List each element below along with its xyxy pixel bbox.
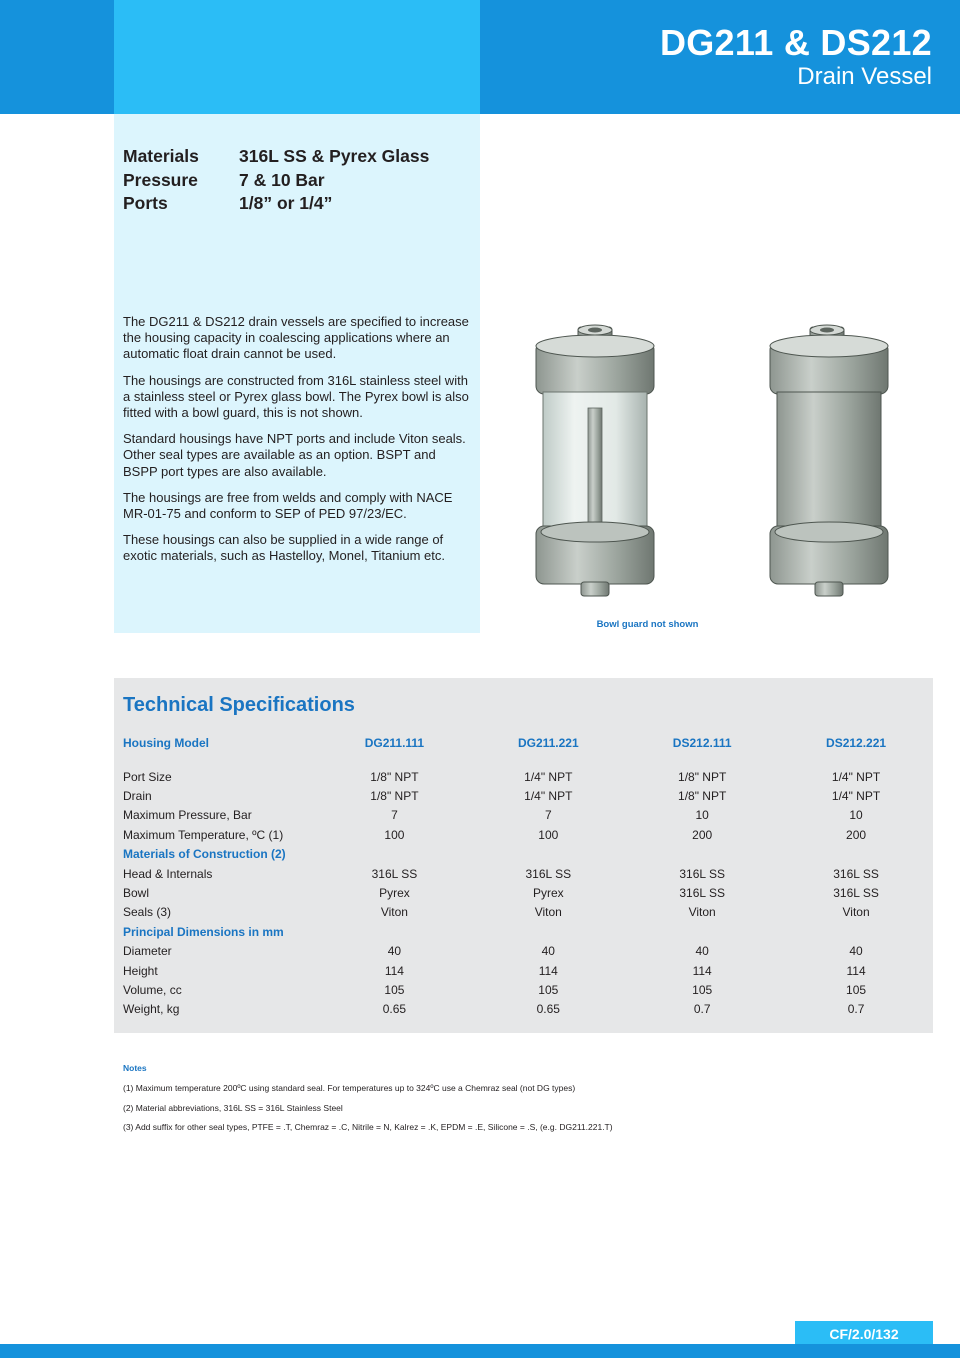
notes-title: Notes (123, 1063, 147, 1073)
table-cell: 1/8" NPT (370, 789, 419, 804)
row-label: Drain (123, 789, 152, 804)
table-section-heading (114, 922, 933, 941)
page-subtitle: Drain Vessel (797, 63, 932, 90)
table-cell: 1/4" NPT (831, 769, 881, 784)
summary-pressure (123, 170, 463, 194)
table-cell: 7 (544, 808, 552, 823)
table-cell: Viton (842, 905, 870, 920)
summary-value: 316L SS & Pyrex Glass (239, 146, 430, 166)
table-row (114, 961, 933, 980)
table-cell: 100 (384, 827, 405, 842)
document-code: CF/2.0/132 (795, 1321, 933, 1349)
glass-vessel-drawing (536, 325, 654, 596)
table-cell: 100 (538, 827, 559, 842)
table-cell: 40 (387, 944, 402, 959)
note-item: (2) Material abbreviations, 316L SS = 316L Stainless Steel (123, 1102, 343, 1113)
table-cell: 0.7 (847, 1002, 865, 1017)
table-header-row (114, 734, 933, 752)
table-cell: 7 (391, 808, 398, 823)
table-cell: Pyrex (532, 886, 564, 901)
table-cell: 10 (695, 808, 709, 823)
table-cell: 0.65 (382, 1002, 407, 1017)
table-cell: 105 (538, 982, 559, 997)
table-cell: 114 (846, 963, 866, 978)
table-cell: 316L SS (525, 866, 572, 881)
table-row (114, 942, 933, 961)
table-row (114, 1000, 933, 1019)
table-row (114, 980, 933, 999)
summary-ports (123, 193, 463, 217)
table-cell: 40 (541, 944, 555, 959)
table-cell: 0.65 (536, 1002, 560, 1017)
row-label: Maximum Temperature, ºC (1) (123, 827, 284, 842)
table-cell: 105 (692, 982, 713, 997)
note-item: (3) Add suffix for other seal types, PTFE = .T, Chemraz = .C, Nitrile = N, Kalrez = .K, EPDM = .E, Silicone = .S, (e.g. DG211.221.T) (123, 1122, 613, 1132)
table-cell: 105 (384, 982, 405, 997)
image-caption: Bowl guard not shown (596, 619, 699, 630)
table-cell: 200 (692, 827, 713, 842)
table-section-heading (114, 845, 933, 864)
table-cell: 316L SS (833, 866, 879, 881)
row-label: Diameter (123, 944, 172, 959)
table-cell: Viton (688, 905, 716, 920)
table-cell: Viton (534, 905, 562, 920)
table-cell: 40 (849, 944, 863, 959)
description-paragraph: The housings are free from welds and comply with NACE MR-01-75 and conform to SEP of PED 97/23/EC. (123, 489, 453, 522)
description-paragraph: These housings can also be supplied in a wide range of exotic materials, such as Hastelloy, Monel, Titanium etc. (123, 532, 445, 564)
table-row (114, 786, 933, 805)
row-label: Port Size (123, 769, 172, 784)
row-label: Head & Internals (123, 866, 213, 881)
table-header-cell: Housing Model (123, 736, 209, 750)
table-cell: 0.7 (693, 1002, 711, 1017)
table-row (114, 883, 933, 902)
table-header-cell: DG211.111 (364, 736, 425, 750)
table-cell: 114 (384, 963, 404, 978)
table-cell: 114 (538, 963, 558, 978)
table-row (114, 806, 933, 825)
footer-bar (0, 1344, 960, 1358)
table-cell: 1/4" NPT (831, 789, 881, 804)
summary-value: 1/8” or 1/4” (239, 193, 333, 213)
description-paragraph: Standard housings have NPT ports and include Viton seals. Other seal types are available as an option. BSPT and BSPP port types are also available. (123, 431, 466, 479)
spec-summary (123, 146, 463, 217)
header-accent-block (114, 0, 480, 114)
intro-panel (114, 114, 480, 633)
description-paragraph: The housings are constructed from 316L stainless steel with a stainless steel or Pyrex glass bowl. The Pyrex bowl is also fitted with a bowl guard, this is not shown. (123, 372, 469, 421)
summary-materials (123, 146, 463, 170)
table-row (114, 767, 933, 786)
table-header-cell: DS212.221 (826, 736, 887, 750)
product-description (123, 314, 473, 575)
table-cell: 200 (846, 827, 867, 842)
row-label: Weight, kg (123, 1002, 180, 1017)
row-label: Height (123, 963, 158, 978)
notes-section (123, 1063, 823, 1142)
row-label: Volume, cc (123, 982, 182, 997)
table-cell: 114 (692, 963, 712, 978)
summary-label: Ports (123, 193, 168, 213)
table-header-cell: DG211.221 (517, 736, 579, 750)
table-cell: Viton (380, 905, 408, 920)
summary-label: Materials (123, 146, 199, 166)
table-row (114, 864, 933, 883)
table-cell: 40 (695, 944, 709, 959)
summary-label: Pressure (123, 169, 198, 190)
table-cell: Pyrex (379, 886, 410, 901)
table-cell: 316L SS (833, 886, 879, 901)
table-row (114, 825, 933, 844)
table-cell: 10 (849, 808, 863, 823)
summary-value: 7 & 10 Bar (239, 169, 325, 190)
table-header-cell: DS212.111 (672, 736, 732, 750)
specifications-table (114, 734, 933, 1019)
table-cell: 1/4" NPT (524, 769, 573, 784)
table-cell: 316L SS (371, 866, 418, 881)
section-label: Materials of Construction (2) (123, 847, 286, 862)
description-paragraph: The DG211 & DS212 drain vessels are specified to increase the housing capacity in coalescing applications where an automatic float drain cannot be used. (123, 314, 469, 362)
section-title: Technical Specifications (123, 694, 355, 716)
product-illustration (525, 320, 905, 610)
row-label: Seals (3) (123, 905, 172, 920)
table-cell: 1/8" NPT (678, 769, 727, 784)
section-label: Principal Dimensions in mm (123, 924, 284, 939)
page-title: DG211 & DS212 (659, 22, 932, 63)
table-row (114, 903, 933, 922)
steel-vessel-drawing (770, 325, 888, 596)
row-label: Bowl (123, 886, 150, 901)
note-item: (1) Maximum temperature 200ºC using standard seal. For temperatures up to 324ºC use a Chemraz seal (not DG types) (123, 1083, 576, 1093)
table-cell: 1/8" NPT (370, 769, 419, 784)
table-cell: 105 (846, 982, 867, 997)
table-cell: 1/4" NPT (524, 789, 573, 804)
table-cell: 316L SS (679, 866, 725, 881)
table-spacer (114, 752, 933, 767)
row-label: Maximum Pressure, Bar (123, 808, 252, 823)
technical-specifications-panel (114, 678, 933, 1033)
table-cell: 316L SS (679, 886, 725, 901)
table-cell: 1/8" NPT (678, 789, 727, 804)
